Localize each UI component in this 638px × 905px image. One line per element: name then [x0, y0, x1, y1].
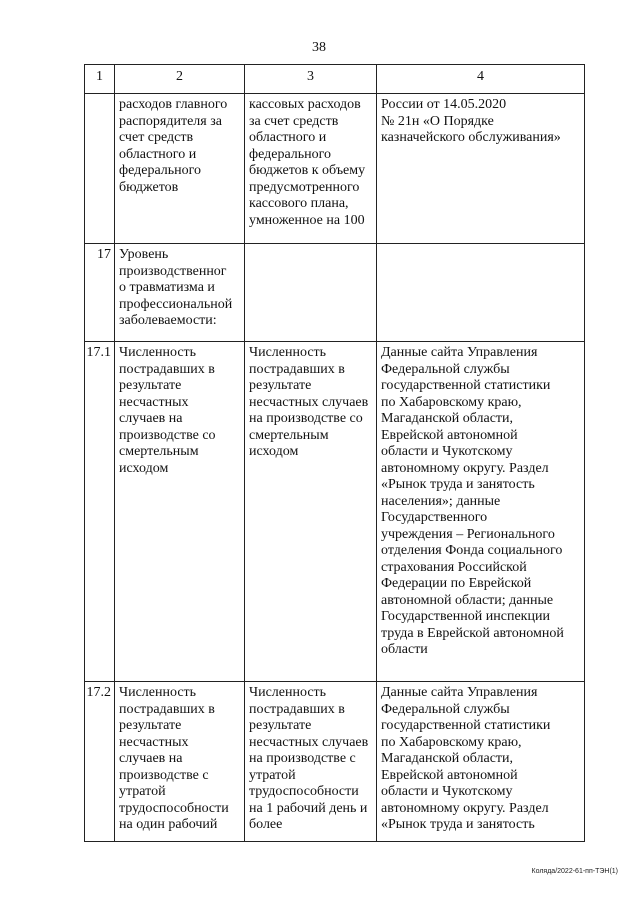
table-row [85, 682, 585, 842]
row-number: 17.1 [85, 342, 115, 682]
calculation-method [245, 244, 377, 342]
table-row [85, 244, 585, 342]
calculation-method: Численность пострадавших в результате несчастных случаев на производстве со смертельным исходом [245, 342, 377, 682]
table-row [85, 94, 585, 244]
data-source: Данные сайта Управления Федеральной службы государственной статистики по Хабаровскому краю, Магаданской области, Еврейской автономной области и Чукотскому автономному округу. Раздел «Рынок труда и занятость населения»; данные Государственного учреждения – Регионального отделения Фонда социального страхования Российской Федерации по Еврейской автономной области; данные Государственной инспекции труда в Еврейской автономной области [377, 342, 585, 682]
data-source [377, 244, 585, 342]
calculation-method: кассовых расходов за счет средств областного и федерального бюджетов к объему предусмотренного кассового плана, умноженное на 100 [245, 94, 377, 244]
document-code: Коляда/2022-61-пп-ТЭН(1) [531, 868, 618, 875]
header-cell: 3 [245, 65, 377, 94]
row-number: 17 [85, 244, 115, 342]
indicator-name: расходов главного распорядителя за счет средств областного и федерального бюджетов [115, 94, 245, 244]
row-number [85, 94, 115, 244]
table-row [85, 342, 585, 682]
data-source: России от 14.05.2020 № 21н «О Порядке казначейского обслуживания» [377, 94, 585, 244]
document-table [84, 64, 585, 842]
data-source: Данные сайта Управления Федеральной службы государственной статистики по Хабаровскому краю, Магаданской области, Еврейской автономной области и Чукотскому автономному округу. Раздел «Рынок труда и занятость [377, 682, 585, 842]
header-cell: 1 [85, 65, 115, 94]
indicator-name: Численность пострадавших в результате несчастных случаев на производстве со смертельным исходом [115, 342, 245, 682]
row-number: 17.2 [85, 682, 115, 842]
indicator-name: Численность пострадавших в результате несчастных случаев на производстве с утратой трудоспособности на один рабочий [115, 682, 245, 842]
calculation-method: Численность пострадавших в результате несчастных случаев на производстве с утратой трудоспособности на 1 рабочий день и более [245, 682, 377, 842]
page-number: 38 [312, 40, 326, 55]
indicator-name: Уровень производственног о травматизма и профессиональной заболеваемости: [115, 244, 245, 342]
header-cell: 4 [377, 65, 585, 94]
table-header-row [85, 65, 585, 94]
header-cell: 2 [115, 65, 245, 94]
